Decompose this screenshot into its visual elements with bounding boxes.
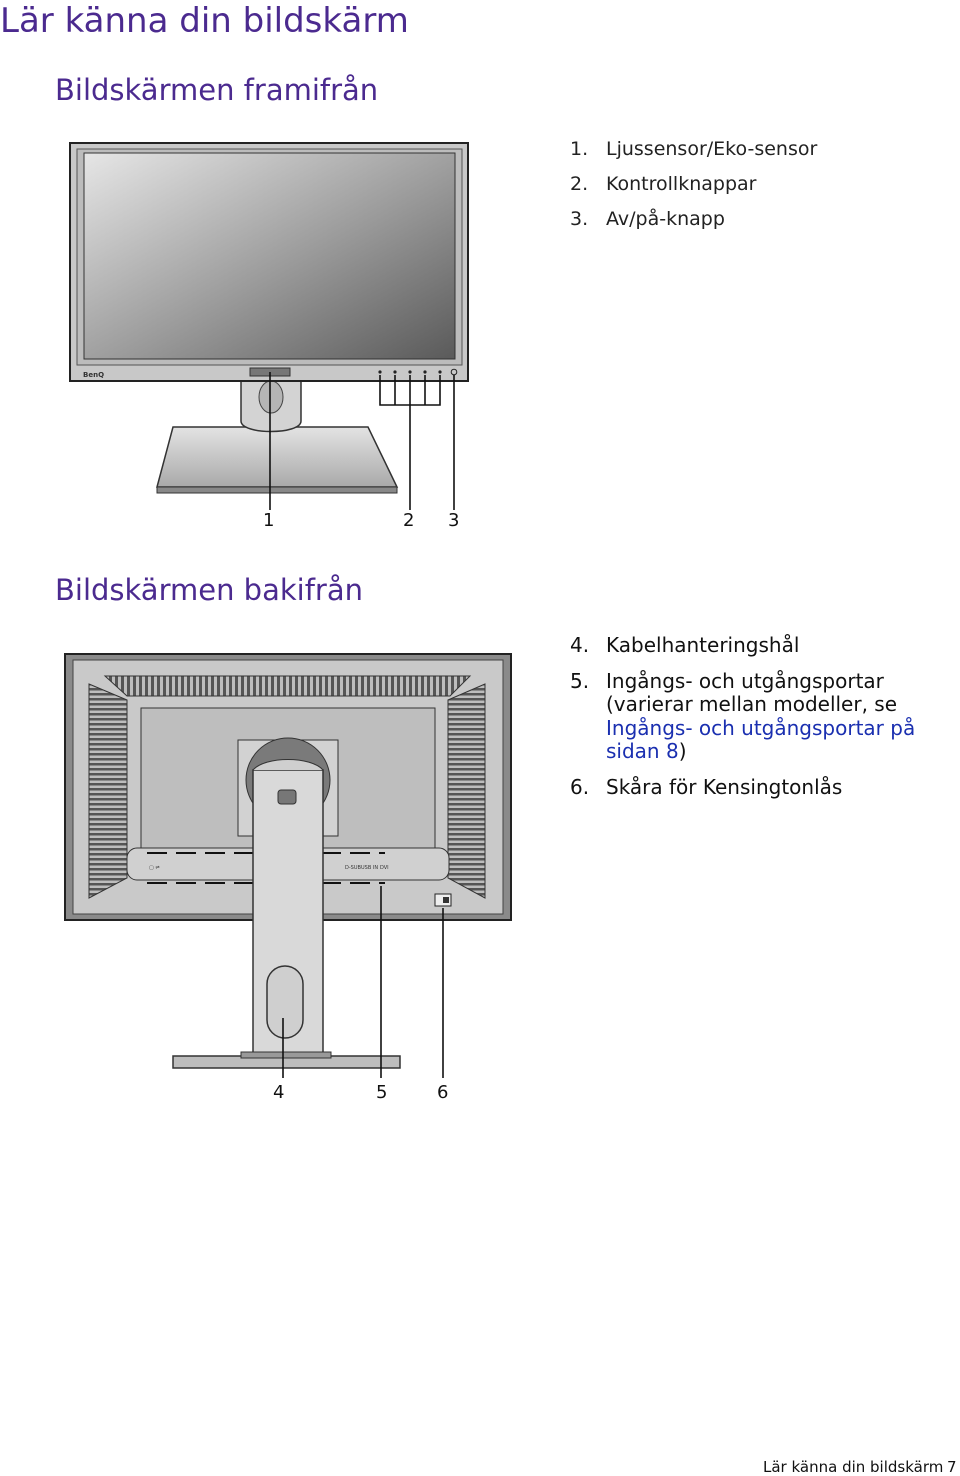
legend-item [570,167,817,202]
brand-logo: BenQ [83,371,105,379]
callout-6: 6 [437,1082,449,1103]
callout-1: 1 [263,510,275,531]
page-number: 7 [947,1458,957,1476]
port-label-dvi: DVI [380,865,389,871]
legend-text: Ljussensor/Eko-sensor [606,138,818,160]
port-label-usb: USB IN [361,865,379,871]
legend-number: 1. [570,138,589,160]
legend-number: 4. [570,633,590,657]
monitor-front-illustration [55,135,485,510]
legend-text-suffix: ) [678,739,687,763]
legend-number: 5. [570,668,590,693]
legend-item [570,776,940,800]
callout-5: 5 [376,1082,388,1103]
back-legend [570,634,940,811]
legend-number: 3. [570,208,589,230]
legend-item [570,202,817,237]
section-title-front: Bildskärmen framifrån [55,73,379,107]
monitor-back-illustration [55,648,525,1078]
legend-item [570,132,817,167]
legend-item [570,670,940,764]
legend-text: Skåra för Kensingtonlås [606,774,843,799]
front-legend [570,132,817,237]
legend-number: 2. [570,173,589,195]
svg-text:▢ ⇌: ▢ ⇌ [149,865,160,871]
section-title-back: Bildskärmen bakifrån [55,573,363,607]
callout-2: 2 [403,510,415,531]
legend-text: Ingångs- och utgångsportar (varierar mellan modeller, se [606,668,898,716]
legend-text: Kontrollknappar [606,173,757,195]
legend-text: Kabelhanteringshål [606,633,800,657]
legend-text: Av/på-knapp [606,208,725,230]
footer-title: Lär känna din bildskärm [763,1458,944,1476]
cross-reference-link[interactable]: Ingångs- och utgångsportar på sidan 8 [606,715,916,763]
legend-number: 6. [570,774,590,799]
port-label-dsub: D-SUB [345,865,361,871]
callout-3: 3 [448,510,460,531]
callout-4: 4 [273,1082,285,1103]
page-title: Lär känna din bildskärm [0,1,409,41]
legend-item [570,634,940,658]
